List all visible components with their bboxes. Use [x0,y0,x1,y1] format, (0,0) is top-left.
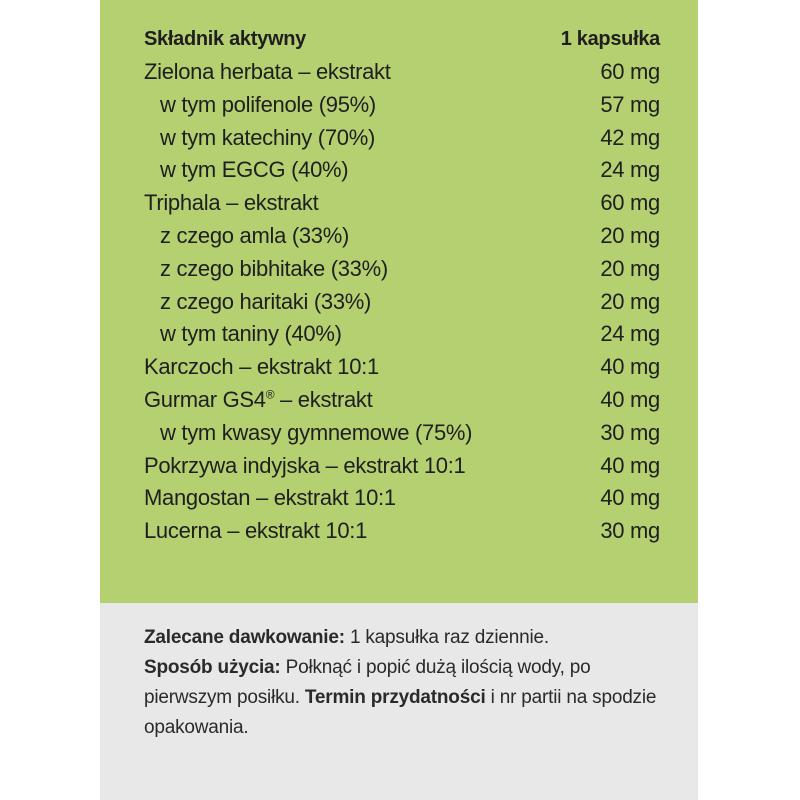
ingredient-amount: 40 mg [600,386,660,412]
usage-notes [144,623,664,743]
ingredient-name-main: Gurmar GS4 [144,386,266,412]
ingredient-name: Mangostan – ekstrakt 10:1 [144,485,396,511]
table-row [144,122,660,155]
table-row [144,450,660,483]
ingredient-name: w tym katechiny (70%) [160,124,375,150]
ingredient-name: z czego bibhitake (33%) [160,255,388,281]
table-row [144,417,660,450]
ingredient-name: w tym kwasy gymnemowe (75%) [160,419,473,445]
ingredient-amount: 30 mg [600,518,660,544]
table-row [144,220,660,253]
ingredients-panel [100,0,698,603]
ingredient-name [144,384,372,417]
usage-text: Połknąć i popić dużą ilością wody, po pierwszym posiłku. [144,657,591,708]
table-row [144,384,660,417]
header-ingredient: Składnik aktywny [144,28,306,50]
dosage-label: Zalecane dawkowanie: [144,627,345,648]
ingredient-name: Zielona herbata – ekstrakt [144,59,391,84]
ingredient-name-suffix: – ekstrakt [274,386,373,412]
expiry-text: i nr partii na spodzie opakowania. [144,687,657,738]
ingredient-amount: 24 mg [600,321,660,347]
ingredient-amount: 42 mg [600,124,660,150]
table-row [144,154,660,187]
ingredient-amount: 30 mg [600,419,660,445]
ingredient-name: w tym taniny (40%) [160,321,342,347]
dosage-text: 1 kapsułka raz dziennie. [344,627,549,648]
ingredient-amount: 60 mg [600,59,660,84]
ingredient-amount: 20 mg [600,222,660,248]
ingredient-name: z czego haritaki (33%) [160,288,372,314]
table-header [144,22,660,56]
ingredient-amount: 20 mg [600,255,660,281]
table-row [144,351,660,384]
usage-paragraph [144,653,664,743]
table-row [144,89,660,122]
ingredient-amount: 20 mg [600,288,660,314]
table-row [144,286,660,319]
table-row [144,482,660,515]
supplement-label-panel [100,0,698,800]
table-row [144,318,660,351]
usage-label: Sposób użycia: [144,657,281,678]
ingredient-name: w tym polifenole (95%) [160,91,376,117]
ingredient-amount: 40 mg [600,452,660,478]
ingredient-name: w tym EGCG (40%) [160,157,349,183]
ingredient-name: Pokrzywa indyjska – ekstrakt 10:1 [144,452,466,478]
ingredient-name: Lucerna – ekstrakt 10:1 [144,518,368,544]
ingredient-amount: 40 mg [600,354,660,380]
ingredient-amount: 57 mg [600,91,660,117]
expiry-label: Termin przydatności [304,687,486,708]
ingredient-name: Triphala – ekstrakt [144,190,319,216]
table-row [144,515,660,548]
ingredient-amount: 40 mg [600,485,660,511]
ingredient-amount: 60 mg [600,190,660,216]
table-row [144,56,660,89]
ingredients-table [144,22,660,548]
table-row [144,187,660,220]
dosage-line [144,623,664,653]
ingredient-name: z czego amla (33%) [160,222,350,248]
registered-mark: ® [265,387,275,402]
ingredient-name: Karczoch – ekstrakt 10:1 [144,354,379,380]
table-row [144,253,660,286]
header-dose: 1 kapsułka [560,28,660,50]
ingredient-amount: 24 mg [600,157,660,183]
